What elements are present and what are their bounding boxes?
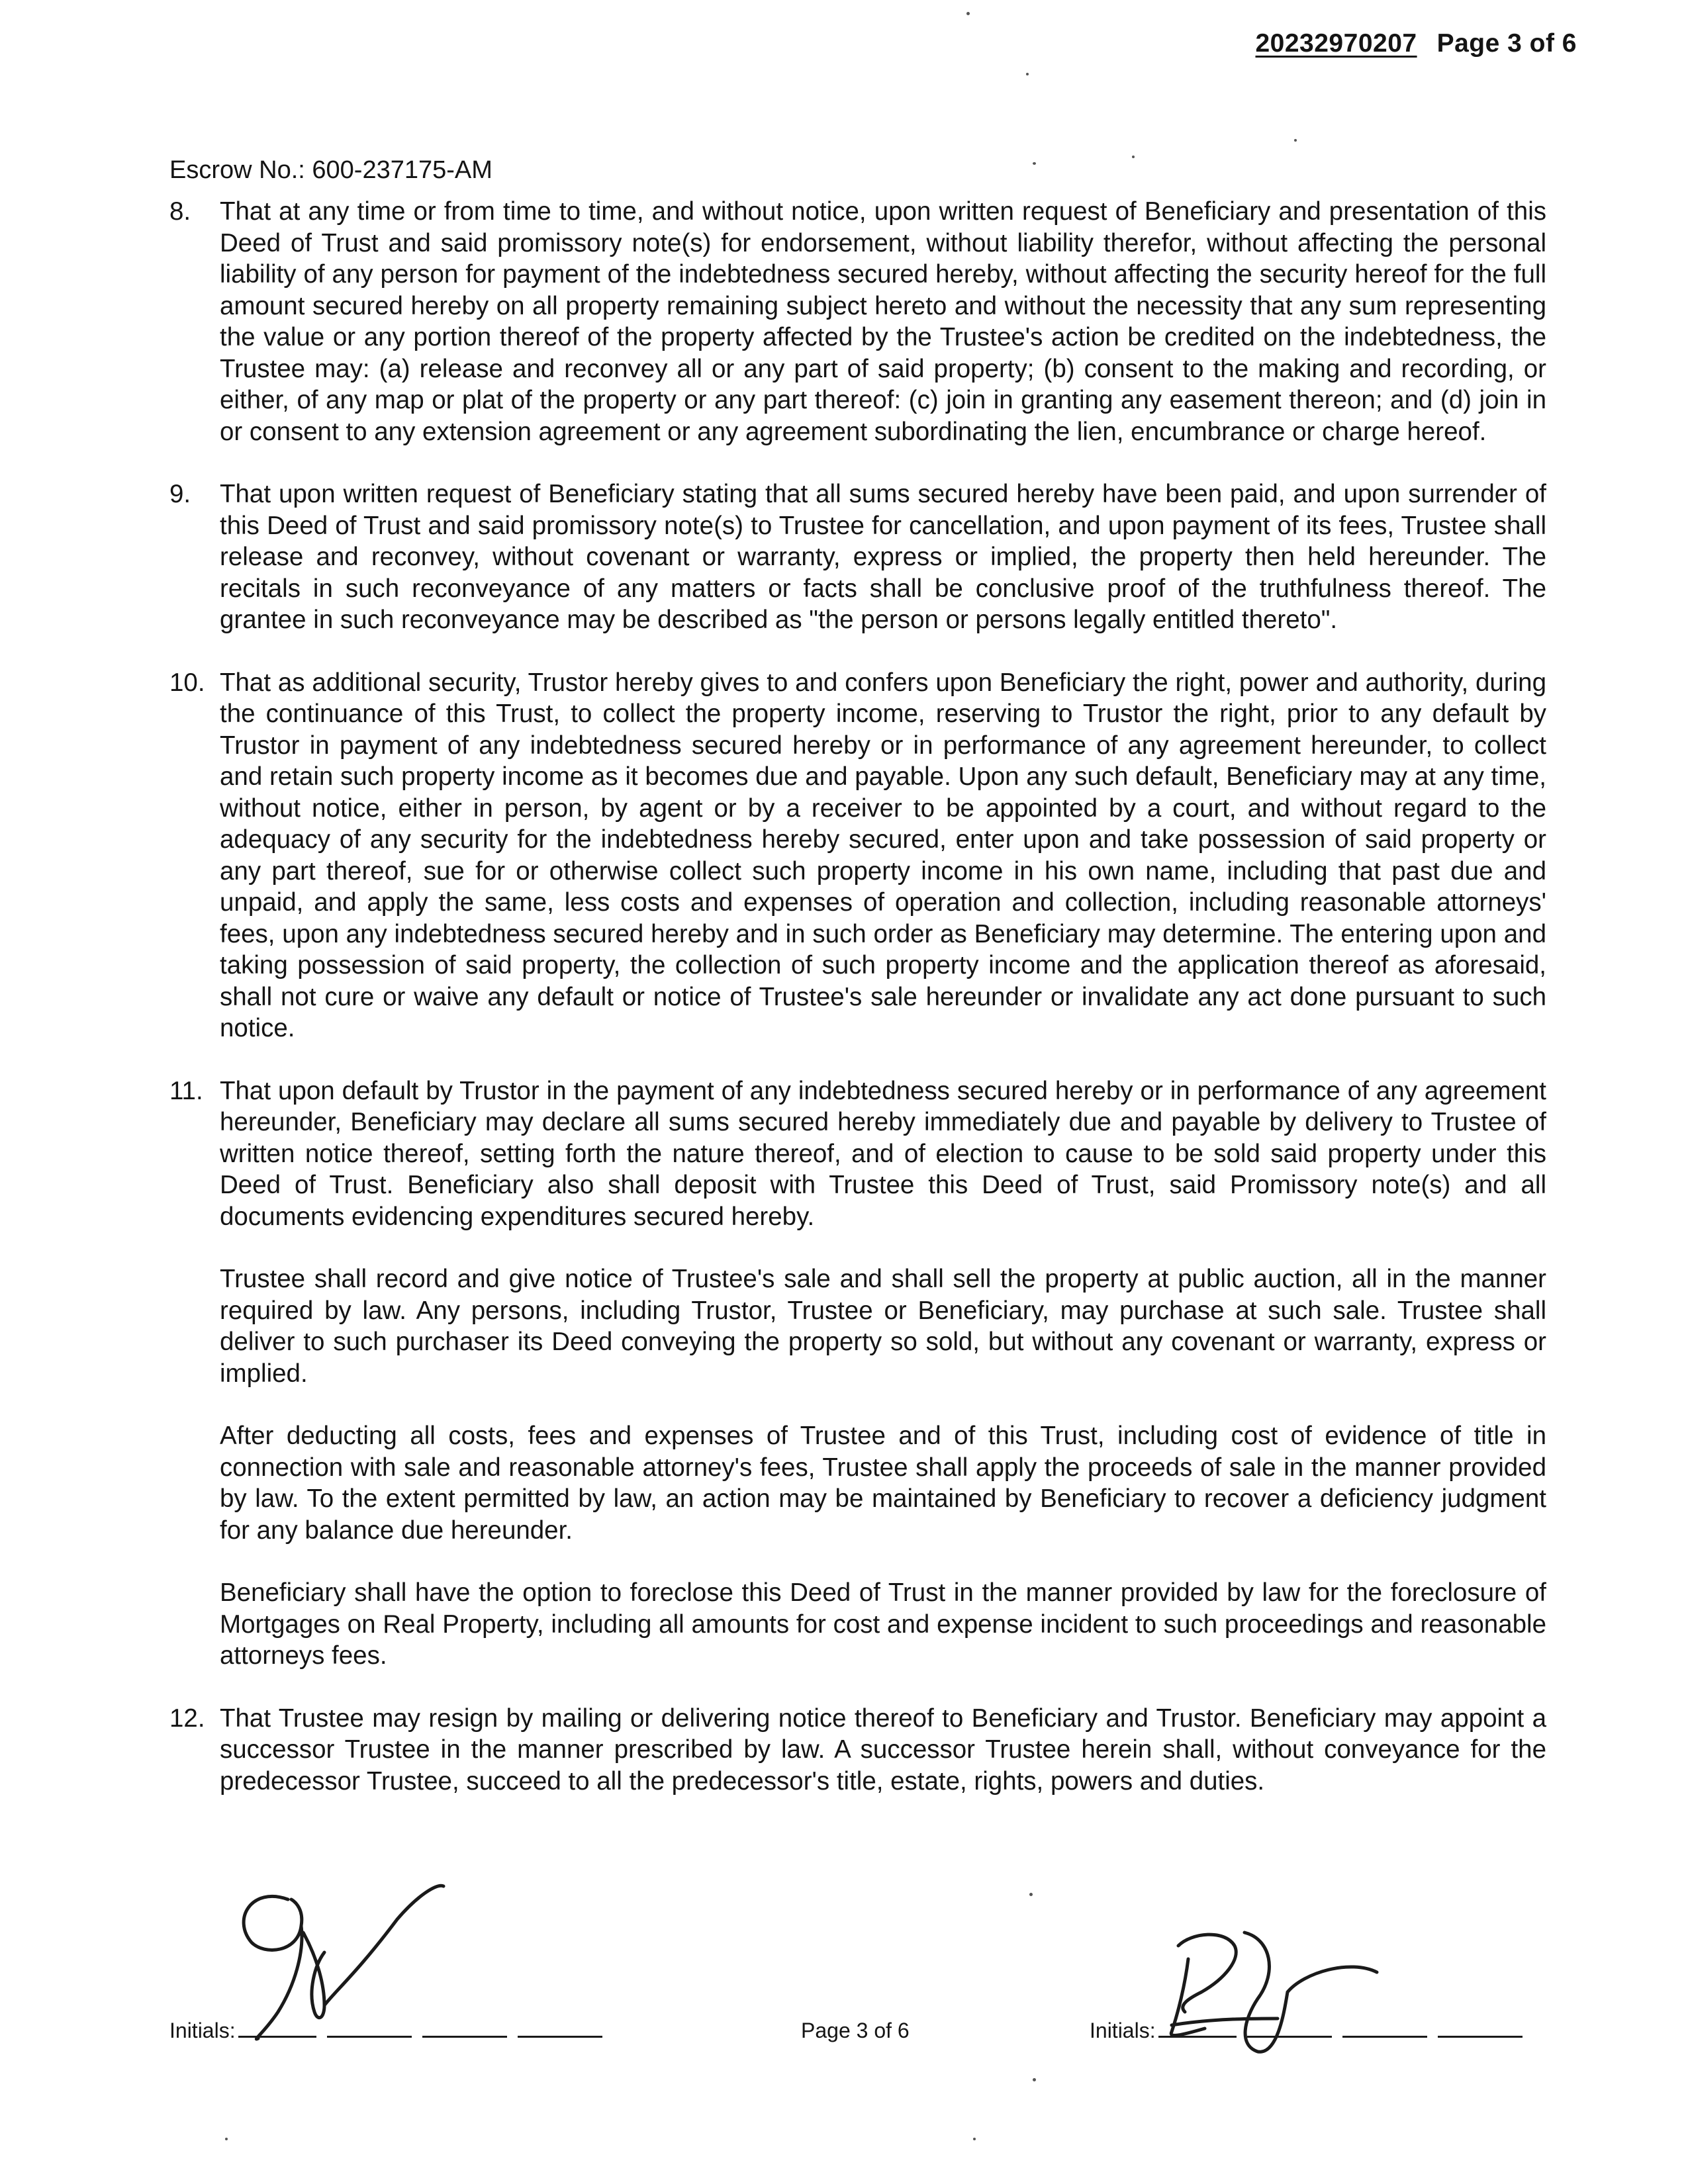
signature-right-initials <box>1152 1919 1390 2065</box>
header-page-label: Page 3 of 6 <box>1436 29 1577 58</box>
clause-11-trustee-sale-paragraph: Trustee shall record and give notice of Trustee's sale and shall sell the property at public auction, all in the manner required by law. Any persons, including Trustor, Trustee or Beneficiary, may purchase at such sale. Trustee shall deliver to such purchaser its Deed conveying the property so sold, but without any covenant or warranty, express or implied. <box>220 1265 1546 1388</box>
document-body <box>169 196 1546 1828</box>
scan-speck <box>1033 2078 1036 2081</box>
clause-8 <box>169 196 1546 447</box>
initials-right-label: Initials: <box>1090 2019 1156 2042</box>
clause-text: That upon default by Trustor in the payment of any indebtedness secured hereby or in performance of any agreement hereunder, Beneficiary may declare all sums secured hereby immediately due and payable by delivery to Trustee of written notice thereof, setting forth the nature thereof, and of election to cause to be sold said property under this Deed of Trust. Beneficiary also shall deposit with Trustee this Deed of Trust, said Promissory note(s) and all documents evidencing expenditures secured hereby. <box>220 1076 1546 1231</box>
clause-number: 9. <box>169 480 191 508</box>
footer-initials-left <box>169 2019 602 2043</box>
scan-speck <box>1132 156 1135 158</box>
scan-speck <box>1029 1893 1033 1896</box>
clause-text: That Trustee may resign by mailing or delivering notice thereof to Beneficiary and Trustor. Beneficiary may appoint a successor Trustee in the manner prescribed by law. A successor Trustee herein shall, without conveyance for the predecessor Trustee, succeed to all the predecessor's title, estate, rights, powers and duties. <box>220 1704 1546 1796</box>
clause-11-foreclosure-paragraph: Beneficiary shall have the option to foreclose this Deed of Trust in the manner provided by law for the foreclosure of Mortgages on Real Property, including all amounts for cost and expense incident to such proceedings and reasonable attorneys fees. <box>220 1578 1546 1670</box>
scan-speck <box>966 12 970 15</box>
clause-10 <box>169 667 1546 1044</box>
clause-12 <box>169 1703 1546 1797</box>
scan-speck <box>973 2138 976 2140</box>
clause-text: That at any time or from time to time, and without notice, upon written request of Beneficiary and presentation of this Deed of Trust and said promissory note(s) for endorsement, without liability therefor, without affecting the personal liability of any person for payment of the indebtedness secured hereby, without affecting the security hereof for the full amount secured hereby on all property remaining subject hereto and without the necessity that any sum representing the value or any portion thereof of the property affected by the Trustee's action be credited on the indebtedness, the Trustee may: (a) release and reconvey all or any part of said property; (b) consent to the making and recording, or either, of any map or plat of the property or any part thereof: (c) join in granting any easement thereon; and (d) join in or consent to any extension agreement or any agreement subordinating the lien, encumbrance or charge hereof. <box>220 197 1546 446</box>
clause-text: That upon written request of Beneficiary stating that all sums secured hereby have been paid, and upon surrender of this Deed of Trust and said promissory note(s) to Trustee for cancellation, and upon payment of its fees, Trustee shall release and reconvey, without covenant or warranty, express or implied, the property then held hereunder. The recitals in such reconveyance of any matters or facts shall be conclusive proof of the truthfulness thereof. The grantee in such reconveyance may be described as "the person or persons legally entitled thereto". <box>220 480 1546 634</box>
clause-number: 12. <box>169 1704 205 1733</box>
header-record-id <box>1255 29 1577 58</box>
clause-number: 8. <box>169 197 191 226</box>
footer-page-number: Page 3 of 6 <box>801 2019 910 2042</box>
initials-left-label: Initials: <box>169 2019 236 2042</box>
clause-11 <box>169 1075 1546 1233</box>
clause-text: That as additional security, Trustor hereby gives to and confers upon Beneficiary the right, power and authority, during the continuance of this Trust, to collect the property income, reserving to Trustor the right, prior to any default by Trustor in payment of any indebtedness secured hereby or in performance of any agreement hereunder, to collect and retain such property income as it becomes due and payable. Upon any such default, Beneficiary may at any time, without notice, either in person, by agent or by a receiver to be appointed by a court, and without regard to the adequacy of any security for the indebtedness hereby secured, enter upon and take possession of said property or any part thereof, sue for or otherwise collect such property income in his own name, including that past due and unpaid, and apply the same, less costs and expenses of operation and collection, including reasonable attorneys' fees, upon any indebtedness secured hereby and in such order as Beneficiary may determine. The entering upon and taking possession of said property, the collection of such property income and the application thereof as aforesaid, shall not cure or waive any default or notice of Trustee's sale hereunder or invalidate any act done pursuant to such notice. <box>220 668 1546 1042</box>
scan-speck <box>1026 73 1029 75</box>
initials-left-lines <box>236 2019 602 2043</box>
clause-9 <box>169 478 1546 636</box>
scan-speck <box>1294 139 1297 142</box>
scan-speck <box>1033 162 1036 165</box>
footer-initials-right <box>1090 2019 1523 2043</box>
clause-number: 10. <box>169 668 205 697</box>
scan-speck <box>225 2138 228 2140</box>
escrow-number: Escrow No.: 600-237175-AM <box>169 156 492 184</box>
clause-11-proceeds-paragraph: After deducting all costs, fees and expenses of Trustee and of this Trust, including cost of evidence of title in connection with sale and reasonable attorney's fees, Trustee shall apply the proceeds of sale in the manner provided by law. To the extent permitted by law, an action may be maintained by Beneficiary to recover a deficiency judgment for any balance due hereunder. <box>220 1422 1546 1545</box>
clause-number: 11. <box>169 1076 203 1105</box>
initials-right-lines <box>1156 2019 1523 2043</box>
recording-number: 20232970207 <box>1255 29 1417 58</box>
